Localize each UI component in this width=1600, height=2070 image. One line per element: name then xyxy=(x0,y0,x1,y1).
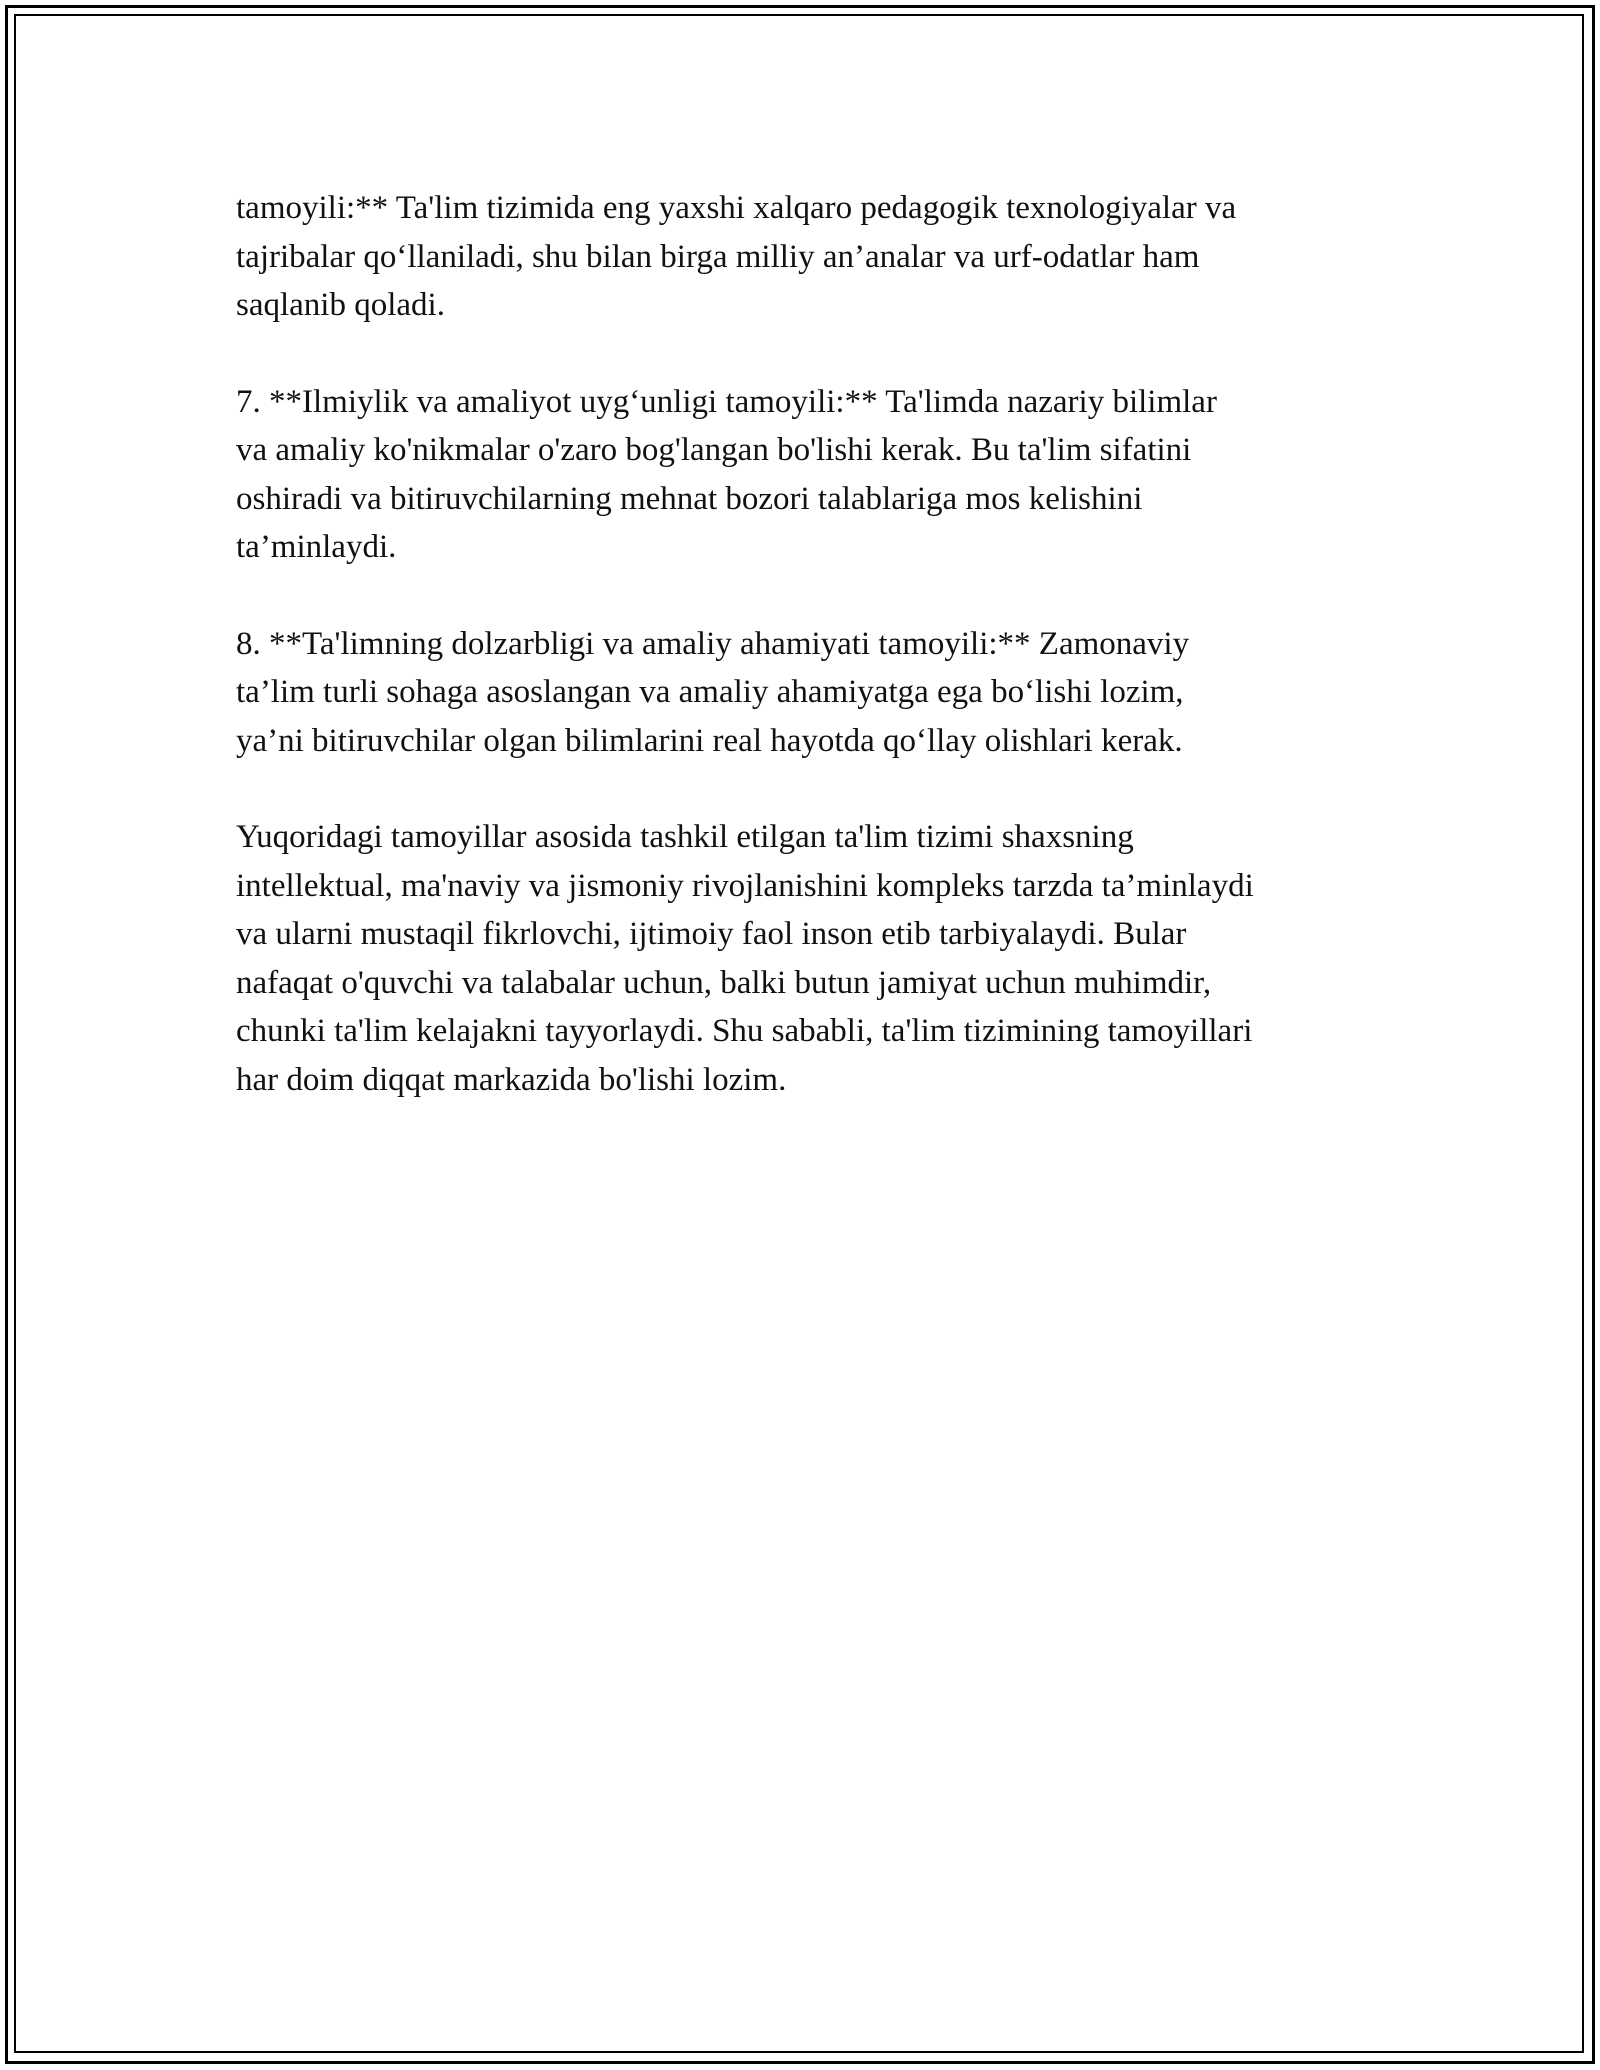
text-line: har doim diqqat markazida bo'lishi lozim. xyxy=(236,1061,787,1098)
text-line: saqlanib qoladi. xyxy=(236,287,445,323)
text-line: tajribalar qo‘llaniladi, shu bilan birga milliy an’analar va urf-odatlar ham xyxy=(236,238,1200,275)
text-line: intellektual, ma'naviy va jismoniy rivojlanishini kompleks tarzda ta’minlaydi xyxy=(236,867,1254,904)
text-line: tamoyili:** Ta'lim tizimida eng yaxshi xalqaro pedagogik texnologiyalar va xyxy=(236,190,1237,226)
paragraph-principle-7 xyxy=(236,378,1376,572)
paragraph-conclusion xyxy=(236,813,1376,1104)
text-line: 8. **Ta'limning dolzarbligi va amaliy ahamiyati tamoyili:** Zamonaviy xyxy=(236,625,1190,662)
text-line: oshiradi va bitiruvchilarning mehnat bozori talablariga mos kelishini xyxy=(236,480,1143,517)
text-line: Yuqoridagi tamoyillar asosida tashkil etilgan ta'lim tizimi shaxsning xyxy=(236,819,1134,855)
paragraph-principle-8 xyxy=(236,620,1376,766)
text-line: va ularni mustaqil fikrlovchi, ijtimoiy faol inson etib tarbiyalaydi. Bular xyxy=(236,916,1187,952)
text-line: nafaqat o'quvchi va talabalar uchun, balki butun jamiyat uchun muhimdir, xyxy=(236,964,1212,1001)
document-body xyxy=(236,184,1376,1152)
text-line: 7. **Ilmiylik va amaliyot uyg‘unligi tamoyili:** Ta'limda nazariy bilimlar xyxy=(236,383,1217,420)
text-line: chunki ta'lim kelajakni tayyorlaydi. Shu sababli, ta'lim tizimining tamoyillari xyxy=(236,1013,1253,1049)
text-line: ta’minlaydi. xyxy=(236,529,397,565)
text-line: va amaliy ko'nikmalar o'zaro bog'langan bo'lishi kerak. Bu ta'lim sifatini xyxy=(236,432,1192,468)
text-line: ya’ni bitiruvchilar olgan bilimlarini real hayotda qo‘llay olishlari kerak. xyxy=(236,722,1183,759)
text-line: ta’lim turli sohaga asoslangan va amaliy ahamiyatga ega bo‘lishi lozim, xyxy=(236,674,1184,710)
paragraph-international-experience xyxy=(236,184,1376,330)
